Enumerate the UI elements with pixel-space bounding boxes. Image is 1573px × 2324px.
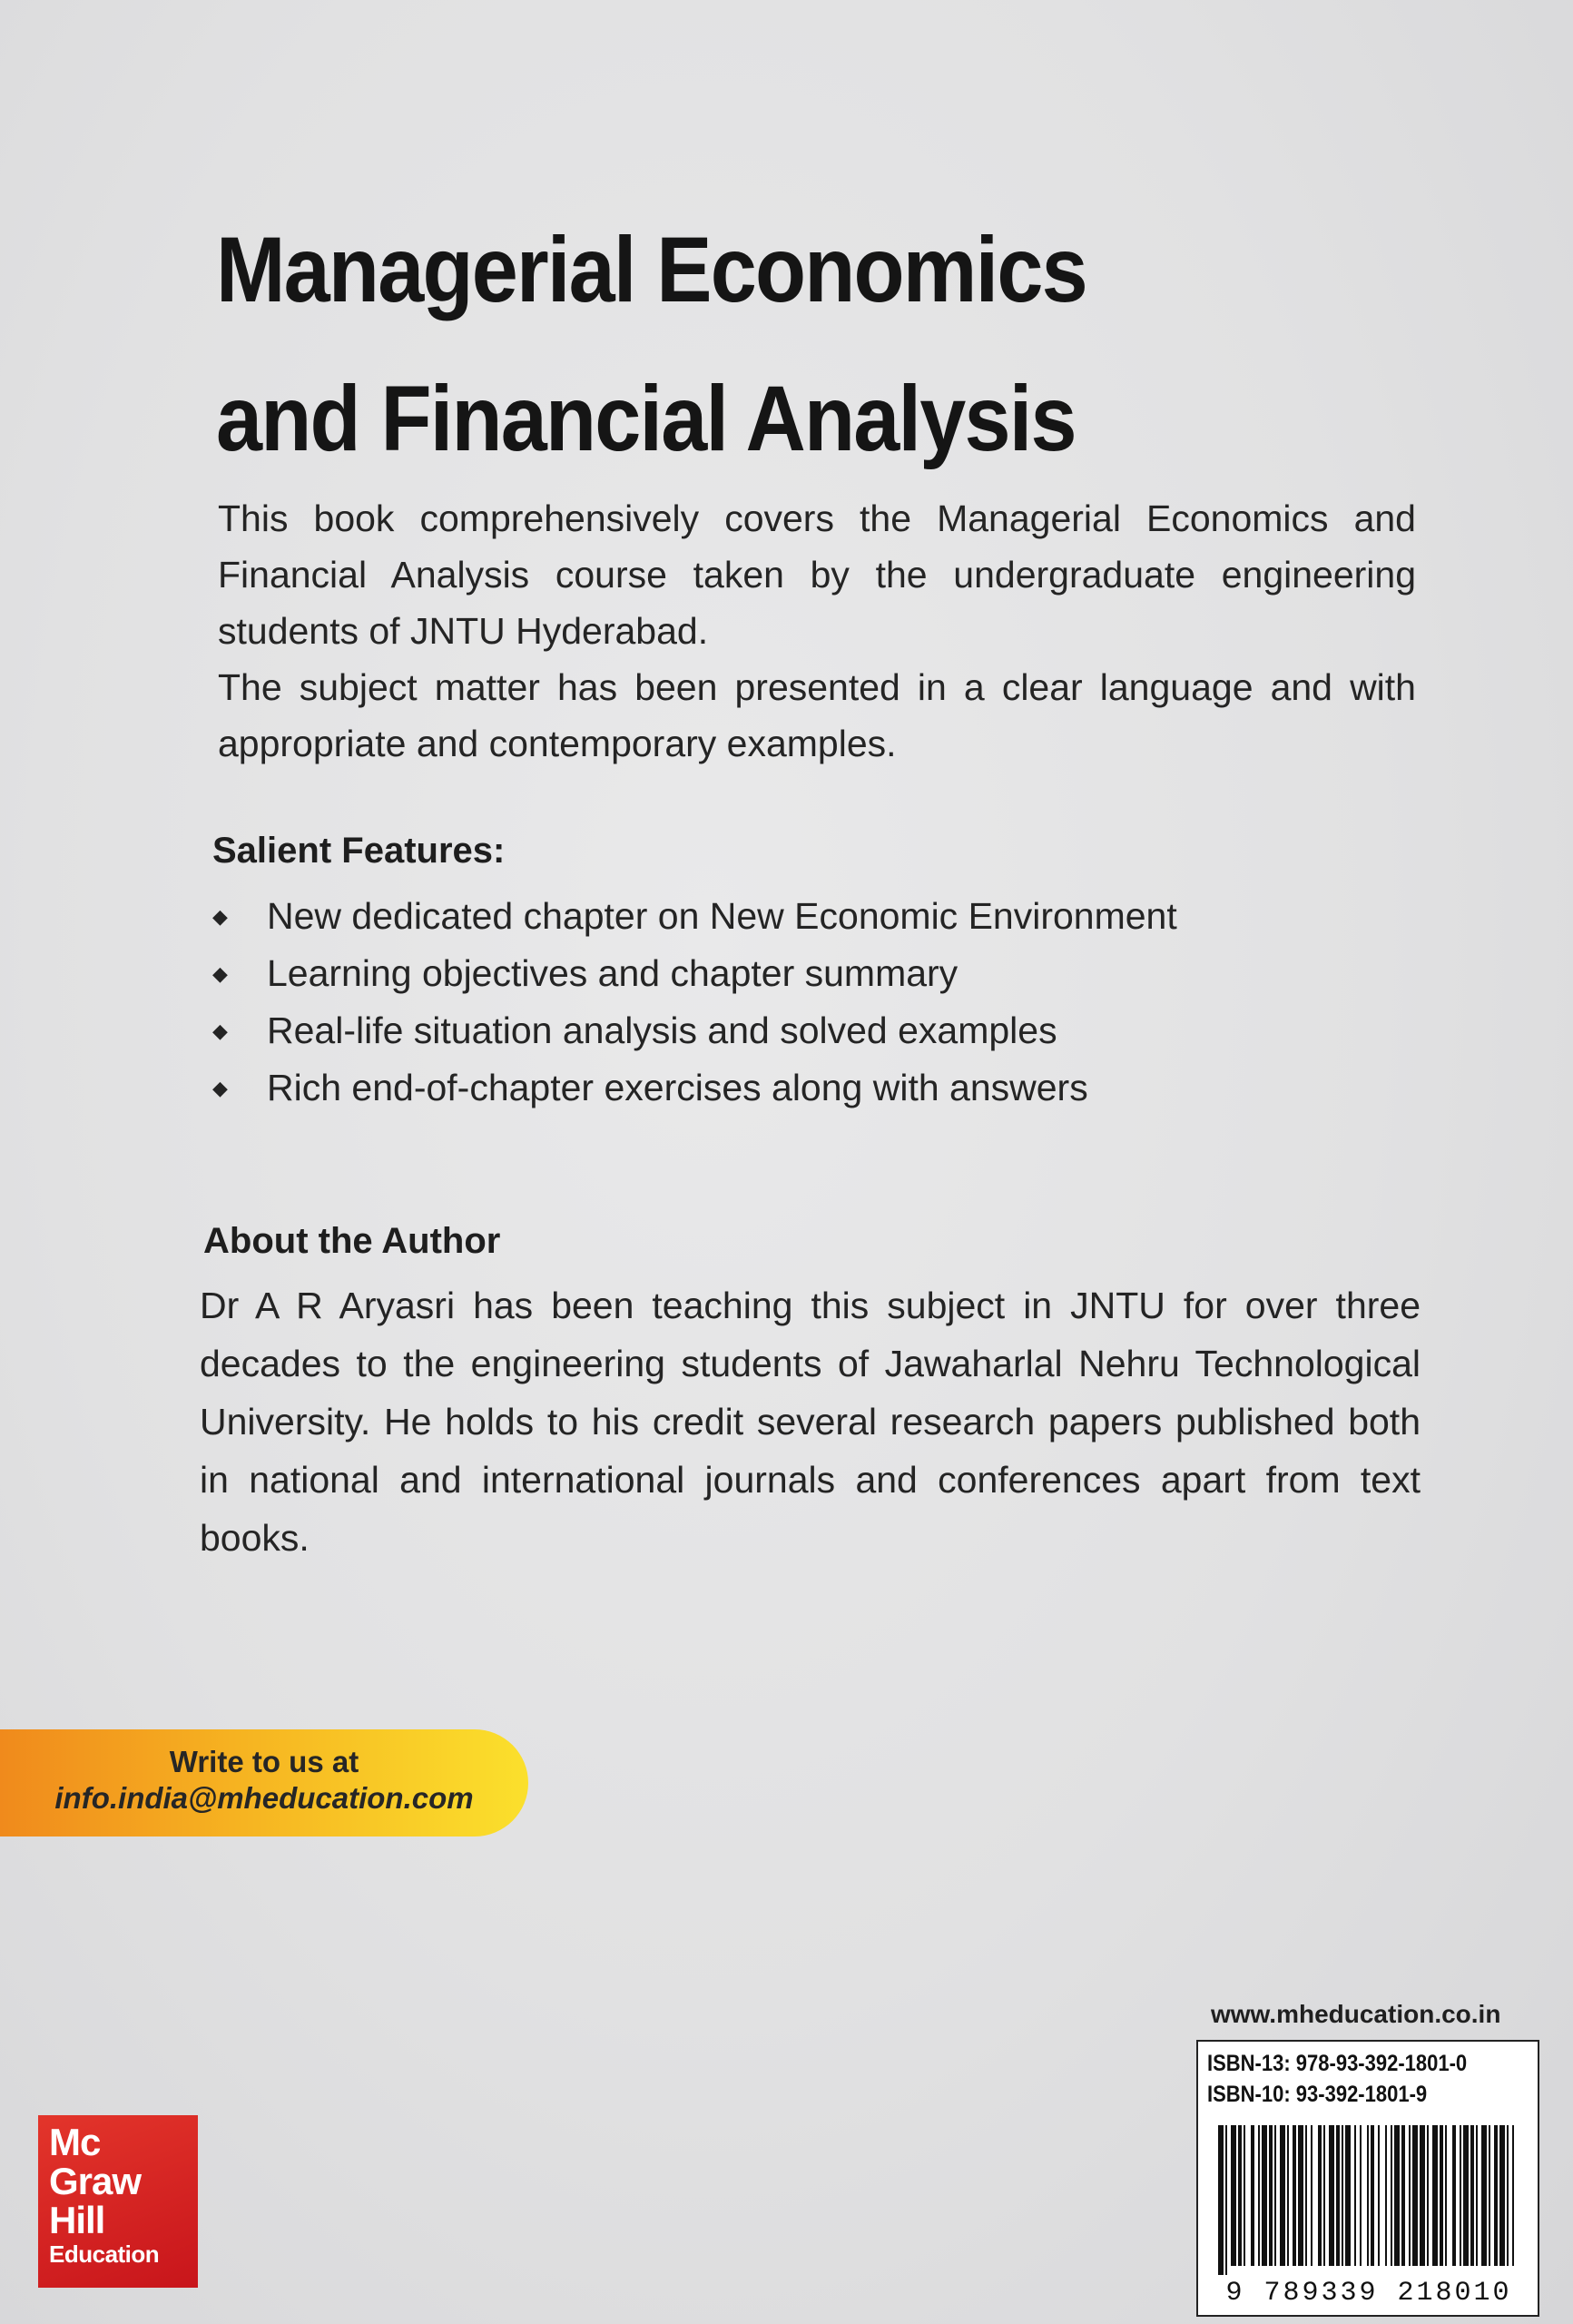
barcode-bar <box>1280 2125 1285 2266</box>
isbn-barcode-box <box>1196 2040 1539 2317</box>
barcode-bar <box>1385 2125 1387 2266</box>
barcode-bar <box>1262 2125 1267 2266</box>
author-heading: About the Author <box>203 1221 501 1261</box>
barcode-bar <box>1251 2125 1254 2266</box>
barcode-icon <box>1205 2125 1532 2275</box>
barcode-bar <box>1489 2125 1490 2266</box>
feature-item <box>209 888 1177 945</box>
barcode-bar <box>1258 2125 1260 2266</box>
feature-item <box>209 945 1177 1002</box>
barcode-bar <box>1360 2125 1362 2266</box>
barcode-bar <box>1494 2125 1498 2266</box>
barcode-bar <box>1499 2125 1505 2266</box>
diamond-bullet-icon: ◆ <box>212 962 228 985</box>
feature-text: New dedicated chapter on New Economic Environment <box>267 895 1177 937</box>
feature-item <box>209 1059 1177 1117</box>
title-line-1: Managerial Economics <box>216 218 1086 321</box>
barcode-bar <box>1274 2125 1276 2266</box>
barcode-bar <box>1507 2125 1509 2266</box>
contact-email-link[interactable]: info.india@mheducation.com <box>54 1781 474 1815</box>
barcode-bar <box>1225 2125 1227 2275</box>
barcode-bar <box>1323 2125 1325 2266</box>
barcode-bar <box>1318 2125 1322 2266</box>
barcode-bar <box>1512 2125 1514 2266</box>
barcode-bar <box>1371 2125 1374 2266</box>
intro-paragraph-2: The subject matter has been presented in a clear language and with appropriate and contemporary examples. <box>218 666 1416 764</box>
barcode-bar <box>1476 2125 1478 2266</box>
barcode-bar <box>1329 2125 1334 2266</box>
barcode-bar <box>1298 2125 1303 2266</box>
barcode-bar <box>1452 2125 1456 2266</box>
barcode-number: 9 789339 218010 <box>1225 2278 1512 2309</box>
barcode-bar <box>1305 2125 1307 2266</box>
barcode-bar <box>1311 2125 1312 2266</box>
barcode-bar <box>1440 2125 1443 2266</box>
barcode-bar <box>1420 2125 1425 2266</box>
publisher-website-link[interactable]: www.mheducation.co.in <box>1211 2000 1501 2028</box>
diamond-bullet-icon: ◆ <box>212 1019 228 1042</box>
barcode-bar <box>1409 2125 1411 2266</box>
logo-text-graw: Graw <box>49 2160 142 2202</box>
barcode-bar <box>1401 2125 1405 2266</box>
barcode-bar <box>1367 2125 1369 2266</box>
logo-text-mc: Mc <box>49 2121 101 2163</box>
barcode-bar <box>1231 2125 1236 2266</box>
barcode-bar <box>1470 2125 1474 2266</box>
barcode-bar <box>1293 2125 1296 2266</box>
barcode-bar <box>1460 2125 1461 2266</box>
isbn-10: ISBN-10: 93-392-1801-9 <box>1207 2082 1428 2107</box>
barcode-bar <box>1412 2125 1418 2266</box>
barcode-bar <box>1427 2125 1429 2266</box>
barcode-bar <box>1378 2125 1380 2266</box>
intro-paragraph-1: This book comprehensively covers the Managerial Economics and Financial Analysis course taken by the undergraduate engineering students of JNTU Hyderabad. <box>218 497 1416 652</box>
feature-item <box>209 1002 1177 1059</box>
barcode-bar <box>1391 2125 1392 2266</box>
barcode-bar <box>1342 2125 1343 2266</box>
barcode-bar <box>1287 2125 1289 2266</box>
book-title <box>216 195 1278 493</box>
barcode-bar <box>1432 2125 1438 2266</box>
barcode-bar <box>1218 2125 1224 2275</box>
diamond-bullet-icon: ◆ <box>212 905 228 928</box>
barcode-bar <box>1463 2125 1469 2266</box>
barcode-bar <box>1394 2125 1400 2266</box>
book-description <box>218 490 1416 772</box>
barcode-bar <box>1336 2125 1340 2266</box>
isbn-13: ISBN-13: 978-93-392-1801-0 <box>1207 2051 1468 2076</box>
features-list <box>209 888 1177 1117</box>
features-heading: Salient Features: <box>212 831 506 871</box>
barcode-bar <box>1481 2125 1487 2266</box>
feature-text: Learning objectives and chapter summary <box>267 952 959 994</box>
diamond-bullet-icon: ◆ <box>212 1077 228 1099</box>
contact-banner <box>0 1729 528 1837</box>
logo-text-hill: Hill <box>49 2199 105 2241</box>
barcode-bar <box>1354 2125 1356 2266</box>
author-bio: Dr A R Aryasri has been teaching this subject in JNTU for over three decades to the engineering students of Jawaharlal Nehru Technological University. He holds to his credit several research papers published both in national and international journals and conferences apart from text books. <box>200 1285 1421 1559</box>
barcode-bar <box>1244 2125 1245 2266</box>
title-line-2: and Financial Analysis <box>216 367 1076 470</box>
logo-text-education: Education <box>49 2240 160 2268</box>
barcode-bar <box>1345 2125 1351 2266</box>
contact-label: Write to us at <box>169 1745 359 1778</box>
publisher-logo <box>38 2115 198 2288</box>
barcode-bar <box>1238 2125 1242 2266</box>
feature-text: Rich end-of-chapter exercises along with answers <box>267 1067 1088 1108</box>
barcode-bar <box>1445 2125 1447 2266</box>
barcode-bar <box>1269 2125 1273 2266</box>
feature-text: Real-life situation analysis and solved examples <box>267 1009 1057 1051</box>
